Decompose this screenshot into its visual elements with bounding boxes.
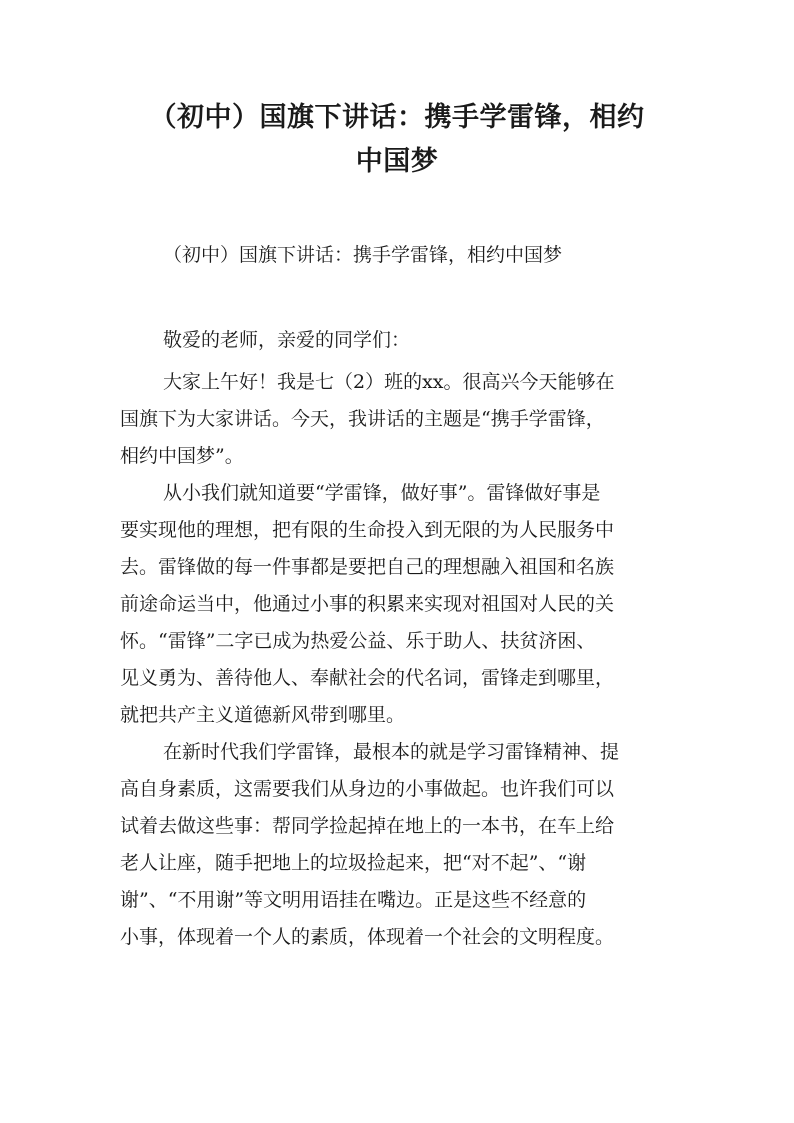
paragraph bbox=[120, 364, 676, 475]
text-line: 在新时代我们学雷锋，最根本的就是学习雷锋精神、提 bbox=[163, 741, 620, 763]
text-line: 小事，体现着一个人的素质，体现着一个社会的文明程度。 bbox=[120, 926, 615, 948]
document-title bbox=[110, 96, 684, 184]
text-line: 老人让座，随手把地上的垃圾捡起来，把“对不起”、“谢 bbox=[120, 852, 587, 874]
document-body bbox=[120, 364, 676, 956]
text-line: 就把共产主义道德新风带到哪里。 bbox=[120, 704, 406, 726]
title-line: 中国梦 bbox=[355, 146, 439, 177]
salutation: 敬爱的老师，亲爱的同学们： bbox=[163, 329, 411, 351]
text-line: 高自身素质，这需要我们从身边的小事做起。也许我们可以 bbox=[120, 778, 615, 800]
text-line: 相约中国梦”。 bbox=[120, 445, 244, 467]
text-line: 前途命运当中，他通过小事的积累来实现对祖国对人民的关 bbox=[120, 593, 615, 615]
text-line: 国旗下为大家讲话。今天，我讲话的主题是“携手学雷锋， bbox=[120, 408, 605, 430]
text-line: 怀。“雷锋”二字已成为热爱公益、乐于助人、扶贫济困、 bbox=[120, 630, 596, 652]
paragraph bbox=[120, 475, 676, 734]
text-line: 要实现他的理想，把有限的生命投入到无限的为人民服务中 bbox=[120, 519, 615, 541]
text-line: 从小我们就知道要“学雷锋，做好事”。雷锋做好事是 bbox=[163, 482, 601, 504]
text-line: 试着去做这些事：帮同学捡起掉在地上的一本书，在车上给 bbox=[120, 815, 615, 837]
paragraph bbox=[120, 734, 676, 956]
text-line: 去。雷锋做的每一件事都是要把自己的理想融入祖国和名族 bbox=[120, 556, 615, 578]
document-subtitle: （初中）国旗下讲话：携手学雷锋，相约中国梦 bbox=[163, 244, 563, 266]
text-line: 谢”、“不用谢”等文明用语挂在嘴边。正是这些不经意的 bbox=[120, 889, 587, 911]
text-line: 见义勇为、善待他人、奉献社会的代名词，雷锋走到哪里， bbox=[120, 667, 615, 689]
title-line: （初中）国旗下讲话：携手学雷锋，相约 bbox=[149, 102, 645, 133]
text-line: 大家上午好！我是七（2）班的xx。很高兴今天能够在 bbox=[163, 371, 615, 393]
